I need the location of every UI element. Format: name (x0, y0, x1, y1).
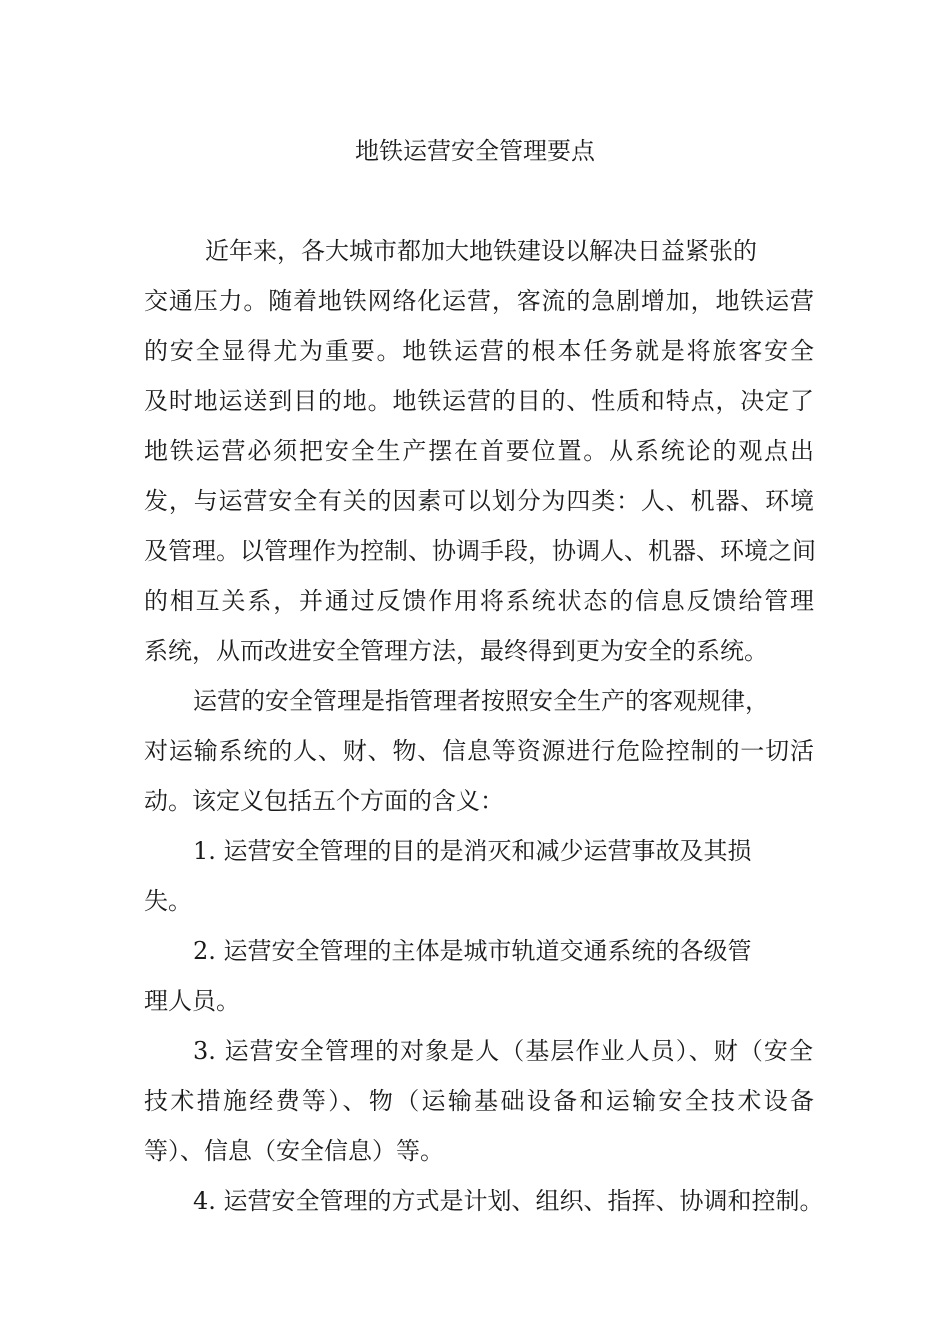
paragraph-line: 对运输系统的人、财、物、信息等资源进行危险控制的一切活 (144, 737, 814, 765)
paragraph-line: 地铁运营必须把安全生产摆在首要位置。从系统论的观点出 (144, 437, 814, 465)
paragraph-line: 及时地运送到目的地。地铁运营的目的、性质和特点，决定了 (144, 387, 814, 415)
paragraph-line: 运营的安全管理是指管理者按照安全生产的客观规律， (193, 687, 769, 715)
paragraph-line: 发，与运营安全有关的因素可以划分为四类：人、机器、环境 (144, 487, 814, 515)
list-item-line: 3. 运营安全管理的对象是人（基层作业人员）、财（安全 (193, 1037, 813, 1065)
list-item-line: 技术措施经费等）、物（运输基础设备和运输安全技术设备 (144, 1087, 814, 1115)
paragraph-line: 动。该定义包括五个方面的含义： (144, 787, 504, 815)
list-item-line: 等）、信息（安全信息）等。 (144, 1137, 444, 1165)
list-item-line: 4. 运营安全管理的方式是计划、组织、指挥、协调和控制。 (193, 1187, 824, 1215)
paragraph-line: 及管理。以管理作为控制、协调手段，协调人、机器、环境之间 (144, 537, 816, 565)
list-item-line: 理人员。 (144, 987, 240, 1015)
list-item-line: 2. 运营安全管理的主体是城市轨道交通系统的各级管 (193, 937, 752, 965)
paragraph-line: 的安全显得尤为重要。地铁运营的根本任务就是将旅客安全 (144, 337, 814, 365)
document-title: 地铁运营安全管理要点 (355, 137, 595, 165)
list-item-line: 1. 运营安全管理的目的是消灭和减少运营事故及其损 (193, 837, 752, 865)
paragraph-line: 交通压力。随着地铁网络化运营，客流的急剧增加，地铁运营 (144, 287, 814, 315)
paragraph-line: 系统，从而改进安全管理方法，最终得到更为安全的系统。 (144, 637, 768, 665)
list-item-line: 失。 (144, 887, 192, 915)
paragraph-line: 的相互关系，并通过反馈作用将系统状态的信息反馈给管理 (144, 587, 814, 615)
paragraph-line: 近年来，各大城市都加大地铁建设以解决日益紧张的 (205, 237, 757, 265)
